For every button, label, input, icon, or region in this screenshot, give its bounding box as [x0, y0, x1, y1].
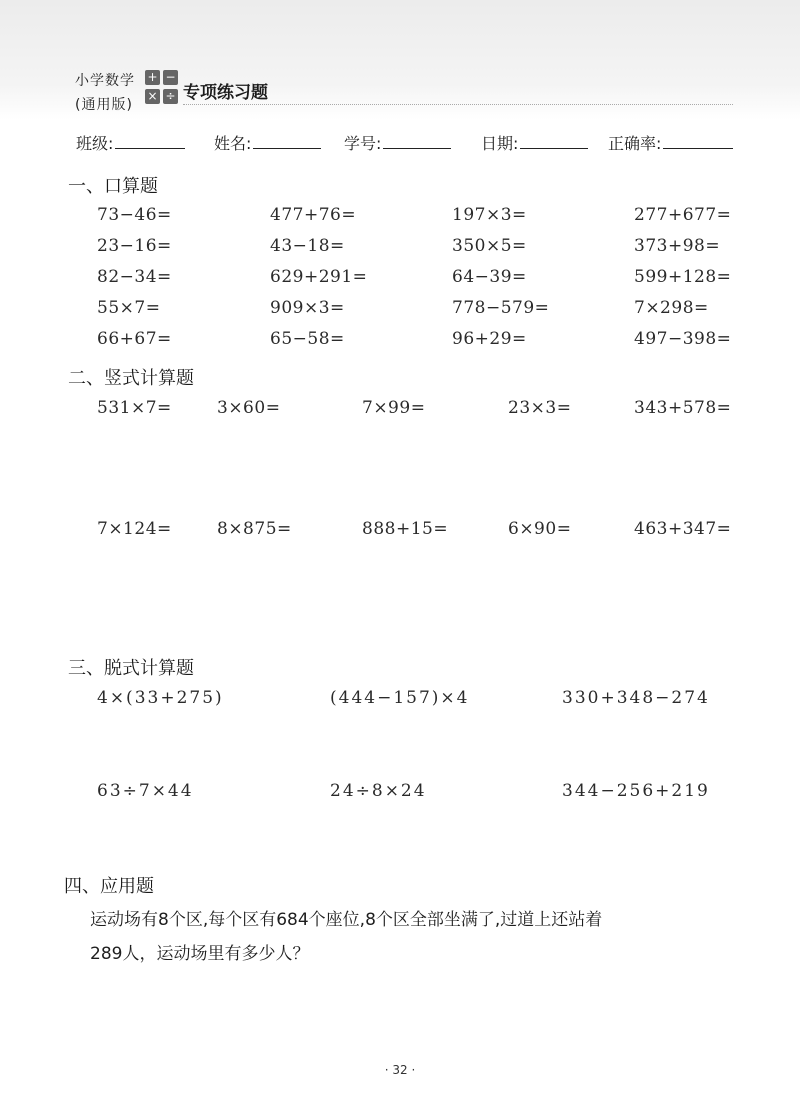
oral-expr: 55×7=: [97, 298, 161, 318]
stepwise-expr: 4×(33+275): [97, 688, 224, 708]
stepwise-expr: 63÷7×44: [97, 781, 194, 801]
operator-logo: [145, 70, 179, 106]
oral-expr: 73−46=: [97, 205, 172, 225]
section-stepwise-title: 三、脱式计算题: [68, 658, 194, 679]
oral-expr: 277+677=: [634, 205, 732, 225]
oral-expr: 96+29=: [452, 329, 527, 349]
oral-expr: 65−58=: [270, 329, 345, 349]
oral-expr: 197×3=: [452, 205, 527, 225]
oral-expr: 23−16=: [97, 236, 172, 256]
student-no-label: 学号:: [344, 134, 382, 153]
page-number: · 32 ·: [384, 1063, 416, 1077]
vertical-expr: 7×99=: [362, 398, 426, 418]
vertical-expr: 7×124=: [97, 519, 172, 539]
name-blank[interactable]: [253, 132, 321, 149]
brand-edition: (通用版): [75, 97, 133, 113]
oral-expr: 629+291=: [270, 267, 368, 287]
stepwise-expr: 330+348−274: [562, 688, 710, 708]
vertical-expr: 463+347=: [634, 519, 732, 539]
header-divider: [183, 104, 733, 105]
vertical-expr: 23×3=: [508, 398, 572, 418]
class-label: 班级:: [76, 134, 114, 153]
times-icon: ×: [145, 89, 160, 104]
oral-expr: 66+67=: [97, 329, 172, 349]
minus-icon: −: [163, 70, 178, 85]
vertical-expr: 531×7=: [97, 398, 172, 418]
oral-expr: 497−398=: [634, 329, 732, 349]
vertical-expr: 343+578=: [634, 398, 732, 418]
plus-icon: +: [145, 70, 160, 85]
class-blank[interactable]: [115, 132, 185, 149]
accuracy-label: 正确率:: [608, 134, 662, 153]
vertical-expr: 888+15=: [362, 519, 449, 539]
vertical-expr: 8×875=: [217, 519, 292, 539]
section-word-problem-title: 四、应用题: [64, 876, 154, 897]
oral-expr: 373+98=: [634, 236, 721, 256]
name-label: 姓名:: [214, 134, 252, 153]
oral-expr: 909×3=: [270, 298, 345, 318]
date-label: 日期:: [481, 134, 519, 153]
vertical-expr: 6×90=: [508, 519, 572, 539]
student-no-field: [344, 131, 451, 154]
series-title: 专项练习题: [183, 83, 268, 103]
name-field: [214, 131, 321, 154]
oral-expr: 599+128=: [634, 267, 732, 287]
oral-expr: 64−39=: [452, 267, 527, 287]
oral-expr: 7×298=: [634, 298, 709, 318]
oral-expr: 350×5=: [452, 236, 527, 256]
word-problem-line-2: 289人，运动场里有多少人？: [90, 944, 310, 964]
oral-expr: 82−34=: [97, 267, 172, 287]
class-field: [76, 131, 185, 154]
accuracy-blank[interactable]: [663, 132, 733, 149]
oral-expr: 778−579=: [452, 298, 550, 318]
oral-expr: 43−18=: [270, 236, 345, 256]
date-field: [481, 131, 588, 154]
stepwise-expr: 24÷8×24: [330, 781, 427, 801]
student-no-blank[interactable]: [383, 132, 451, 149]
brand-title: 小学数学: [75, 73, 135, 89]
oral-expr: 477+76=: [270, 205, 357, 225]
section-oral-title: 一、口算题: [68, 176, 158, 197]
accuracy-field: [608, 131, 733, 154]
vertical-expr: 3×60=: [217, 398, 281, 418]
date-blank[interactable]: [520, 132, 588, 149]
section-vertical-title: 二、竖式计算题: [68, 368, 194, 389]
stepwise-expr: (444−157)×4: [330, 688, 470, 708]
stepwise-expr: 344−256+219: [562, 781, 710, 801]
divide-icon: ÷: [163, 89, 178, 104]
word-problem-line-1: 运动场有8个区,每个区有684个座位,8个区全部坐满了,过道上还站着: [90, 910, 603, 930]
